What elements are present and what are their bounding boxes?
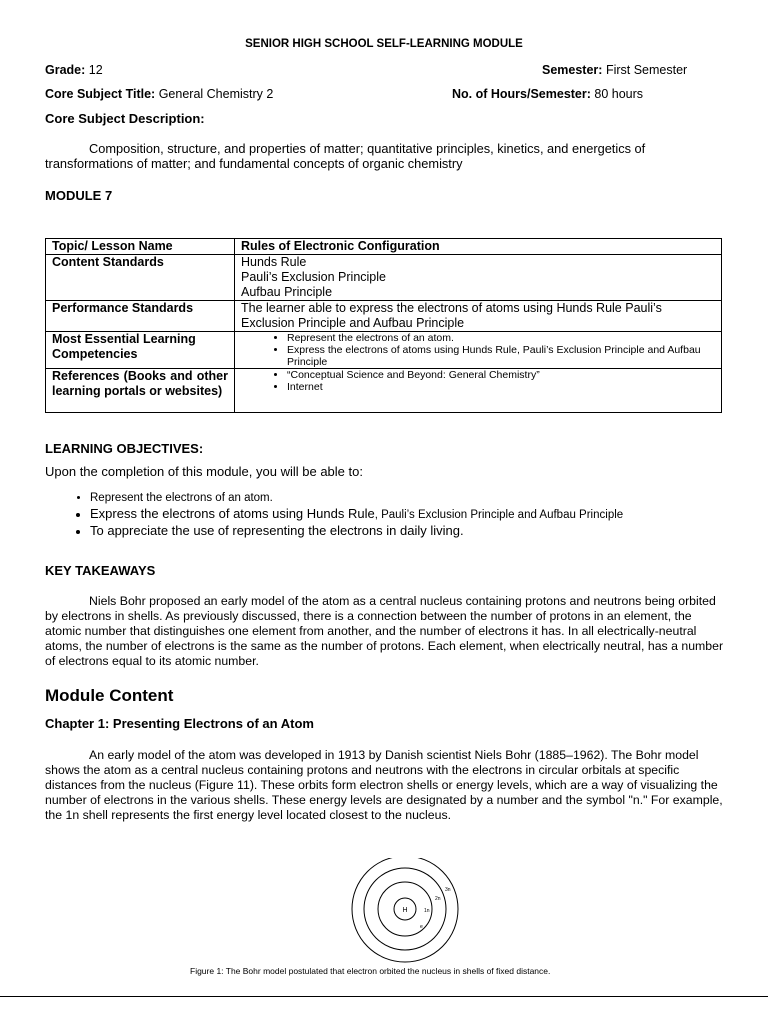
subject-row xyxy=(45,87,273,101)
table-row xyxy=(46,332,722,369)
hours-label: No. of Hours/Semester: xyxy=(452,87,591,101)
objective-text: Represent the electrons of an atom. xyxy=(90,492,273,504)
description-text: Composition, structure, and properties of matter; quantitative principles, kinetics, and energetics of transformations of matter; and fundamental concepts of organic chemistry xyxy=(45,141,646,171)
hours-value: 80 hours xyxy=(594,87,644,101)
objective-item xyxy=(90,490,623,506)
semester-label: Semester: xyxy=(542,63,603,77)
electron-label: e xyxy=(420,924,423,930)
table-row xyxy=(46,301,722,332)
objective-item xyxy=(90,523,623,539)
subject-value: General Chemistry 2 xyxy=(158,87,274,101)
references-cell xyxy=(235,369,722,413)
figure-caption-label: Figure 1: xyxy=(190,966,224,976)
content-standard-item: Pauli’s Exclusion Principle xyxy=(241,270,386,284)
chapter-heading: Chapter 1: Presenting Electrons of an Atom xyxy=(45,716,314,731)
content-standards-cell xyxy=(235,255,722,301)
grade-label: Grade: xyxy=(45,63,86,77)
performance-standards-value: The learner able to express the electrons of atoms using Hunds Rule Pauli’s Exclusion Principle and Aufbau Principle xyxy=(235,301,722,332)
figure-caption xyxy=(190,966,550,976)
topic-value: Rules of Electronic Configuration xyxy=(235,239,722,255)
objectives-list xyxy=(66,490,623,539)
hours-row xyxy=(452,87,643,101)
objectives-intro: Upon the completion of this module, you will be able to: xyxy=(45,464,363,479)
reference-item: • “Conceptual Science and Beyond: General Chemistry” xyxy=(287,369,715,381)
grade-value: 12 xyxy=(88,63,103,77)
subject-label: Core Subject Title: xyxy=(45,87,156,101)
content-standards-label: Content Standards xyxy=(46,255,235,301)
performance-standards-label: Performance Standards xyxy=(46,301,235,332)
content-standard-item: Aufbau Principle xyxy=(241,285,333,299)
competency-item: • Represent the electrons of an atom. xyxy=(287,332,715,344)
module-number: MODULE 7 xyxy=(45,188,113,203)
objectives-heading: LEARNING OBJECTIVES: xyxy=(45,441,204,456)
table-row xyxy=(46,239,722,255)
objective-text-cont: , Pauli’s Exclusion Principle and Aufbau Principle xyxy=(374,509,624,521)
competencies-cell xyxy=(235,332,722,369)
competency-item: • Express the electrons of atoms using Hunds Rule, Pauli’s Exclusion Principle and Aufbau Principle xyxy=(287,344,715,368)
chapter-text: An early model of the atom was developed in 1913 by Danish scientist Niels Bohr (1885–1962). The Bohr model shows the atom as a central nucleus containing protons and neutrons with the electrons in circular orbitals at specific distances from the nucleus (Figure 11). These orbits form electron shells or energy levels, which are a way of visualizing the number of electrons in the various shells. These energy levels are designated by a number and the symbol "n." For example, the 1n shell represents the first energy level located closest to the nucleus. xyxy=(45,748,723,822)
grade-row xyxy=(45,63,103,77)
shell-1-label: 1n xyxy=(424,908,430,914)
module-title: SENIOR HIGH SCHOOL SELF-LEARNING MODULE xyxy=(245,38,523,50)
module-table xyxy=(45,238,722,413)
takeaways-text: Niels Bohr proposed an early model of the atom as a central nucleus containing protons and neutrons being orbited by electrons in shells. As previously discussed, there is a connection between the number of protons in an element, the atomic number that distinguishes one element from another, and the number of electrons it has. In all electrically-neutral atoms, the number of electrons is the same as the number of protons. Each element, when electrically neutral, has a number of electrons equal to its atomic number. xyxy=(45,594,724,668)
description-heading: Core Subject Description: xyxy=(45,111,205,126)
competencies-label: Most Essential Learning Competencies xyxy=(46,332,235,369)
content-standard-item: Hunds Rule xyxy=(241,255,307,269)
reference-item: • Internet xyxy=(287,381,715,393)
objective-text: Express the electrons of atoms using Hunds Rule xyxy=(90,506,375,521)
bohr-model-diagram xyxy=(344,858,468,964)
shell-3-label: 3n xyxy=(445,887,451,893)
figure-caption-text: The Bohr model postulated that electron orbited the nucleus in shells of fixed distance. xyxy=(223,966,551,976)
topic-label: Topic/ Lesson Name xyxy=(46,239,235,255)
objective-item xyxy=(90,506,623,523)
table-row xyxy=(46,255,722,301)
semester-row xyxy=(542,63,687,77)
shell-2-label: 2n xyxy=(435,896,441,902)
nucleus-label: H xyxy=(402,907,408,914)
semester-value: First Semester xyxy=(605,63,688,77)
takeaways-heading: KEY TAKEAWAYS xyxy=(45,563,156,578)
module-content-heading: Module Content xyxy=(45,686,174,705)
references-label: References (Books and other learning portals or websites) xyxy=(46,369,235,413)
table-row xyxy=(46,369,722,413)
objective-text: To appreciate the use of representing the electrons in daily living. xyxy=(90,523,464,538)
page-divider xyxy=(0,996,768,997)
